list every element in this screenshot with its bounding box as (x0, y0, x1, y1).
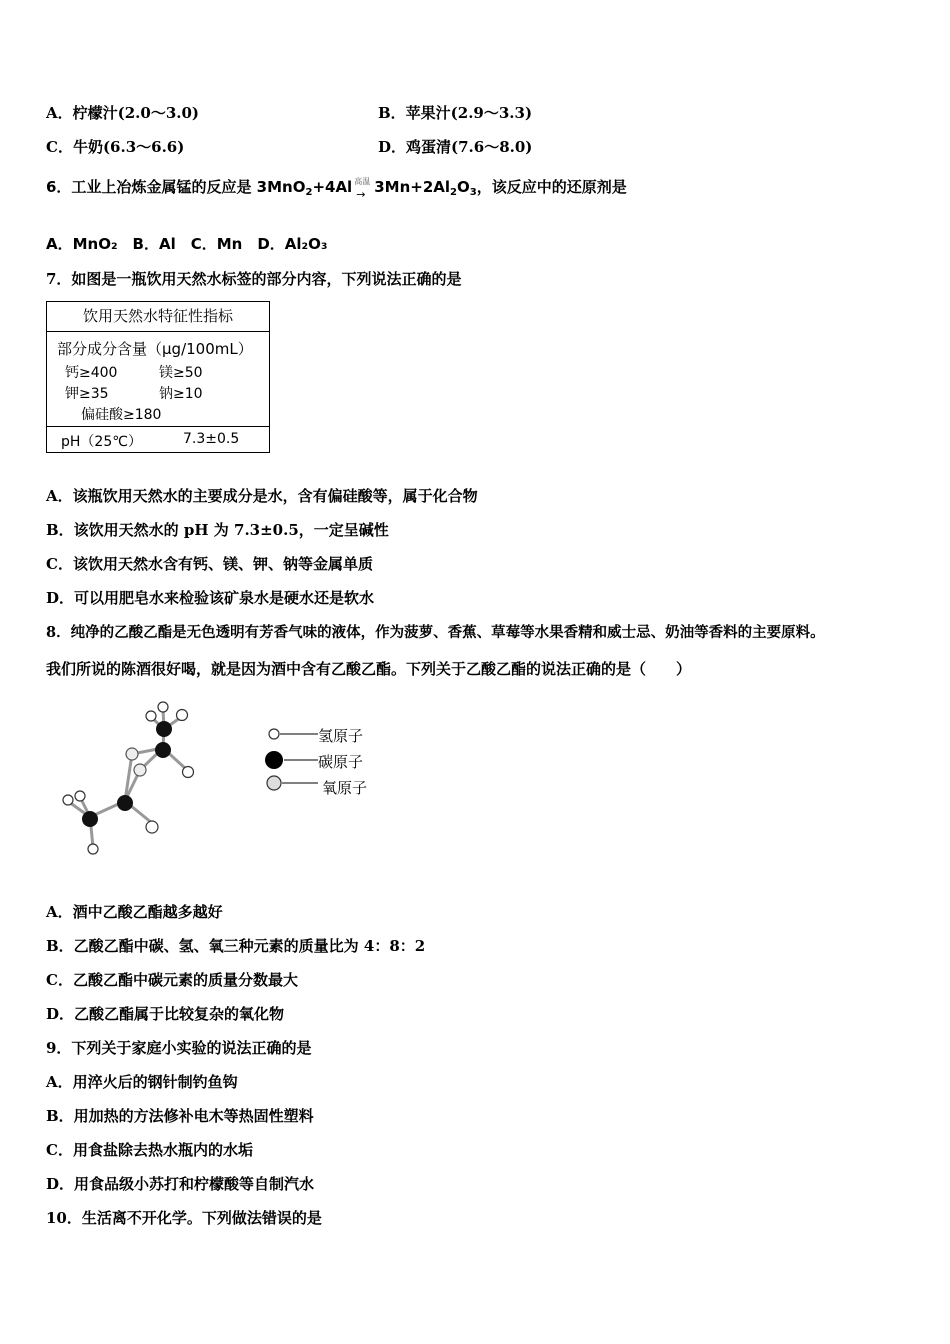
label-ph-value: 7.3±0.5 (183, 431, 240, 447)
q9-option-c: C．用食盐除去热水瓶内的水垢 (46, 1141, 253, 1159)
carbon-legend-icon (265, 751, 283, 769)
label-potassium: 钾≥35 (65, 386, 109, 402)
legend-carbon: 碳原子 (318, 753, 364, 771)
q7-stem: 7．如图是一瓶饮用天然水标签的部分内容，下列说法正确的是 (46, 270, 462, 288)
q8-option-a: A．酒中乙酸乙酯越多越好 (46, 903, 223, 921)
q8-option-b: B．乙酸乙酯中碳、氢、氧三种元素的质量比为 4：8：2 (46, 937, 426, 955)
q5-option-c: C．牛奶(6.3～6.6) (46, 138, 185, 156)
q6-options: A．MnO₂ B．Al C．Mn D．Al₂O₃ (46, 235, 328, 253)
legend-hydrogen: 氢原子 (318, 727, 364, 745)
q6-stem: 6．工业上冶炼金属锰的反应是 3MnO$_2$+4Al 高温 → $3Mn+2Al_2O_3$，该反应中的还原剂是 (46, 176, 627, 201)
q8-stem-line2: 我们所说的陈酒很好喝，就是因为酒中含有乙酸乙酯。下列关于乙酸乙酯的说法正确的是（ ） (46, 660, 692, 678)
oxygen-legend-icon (267, 776, 281, 790)
q8-stem-line1: 8．纯净的乙酸乙酯是无色透明有芳香气味的液体，作为菠萝、香蕉、草莓等水果香精和威士忌、奶油等香料的主要原料。 (46, 624, 825, 641)
q7-option-b: B．该饮用天然水的 pH 为 7.3±0.5，一定呈碱性 (46, 521, 389, 539)
legend-oxygen: 氧原子 (322, 779, 368, 797)
q7-option-a: A．该瓶饮用天然水的主要成分是水，含有偏硅酸等，属于化合物 (46, 487, 478, 505)
q9-stem: 9．下列关于家庭小实验的说法正确的是 (46, 1039, 312, 1057)
label-calcium: 钙≥400 (65, 365, 118, 381)
q5-option-d: D．鸡蛋清(7.6～8.0) (378, 138, 533, 156)
water-label-table (46, 301, 270, 453)
label-ph-label: pH（25℃） (61, 434, 142, 450)
q5-option-a: A．柠檬汁(2.0～3.0) (46, 104, 200, 122)
label-sodium: 钠≥10 (159, 386, 203, 402)
q8-option-d: D．乙酸乙酯属于比较复杂的氧化物 (46, 1005, 285, 1023)
q9-option-b: B．用加热的方法修补电木等热固性塑料 (46, 1107, 314, 1125)
q8-option-c: C．乙酸乙酯中碳元素的质量分数最大 (46, 971, 298, 989)
reaction-condition: 高温 → (354, 176, 371, 201)
label-magnesium: 镁≥50 (159, 365, 203, 381)
carbon-atoms (82, 721, 172, 827)
molecule-legend-symbols (262, 724, 322, 794)
q7-option-d: D．可以用肥皂水来检验该矿泉水是硬水还是软水 (46, 589, 375, 607)
hydrogen-legend-icon (269, 729, 279, 739)
q5-option-b: B．苹果汁(2.9～3.3) (378, 104, 533, 122)
q7-option-c: C．该饮用天然水含有钙、镁、钾、钠等金属单质 (46, 555, 373, 573)
label-metasilicic-acid: 偏硅酸≥180 (81, 407, 162, 423)
q9-option-a: A．用淬火后的钢针制钓鱼钩 (46, 1073, 238, 1091)
ethyl-acetate-molecule (55, 695, 225, 865)
label-title: 饮用天然水特征性指标 (47, 302, 269, 332)
q10-stem: 10．生活离不开化学。下列做法错误的是 (46, 1209, 322, 1227)
label-subtitle: 部分成分含量（μg/100mL） (57, 340, 253, 358)
label-ph-row (47, 426, 269, 453)
q9-option-d: D．用食品级小苏打和柠檬酸等自制汽水 (46, 1175, 315, 1193)
